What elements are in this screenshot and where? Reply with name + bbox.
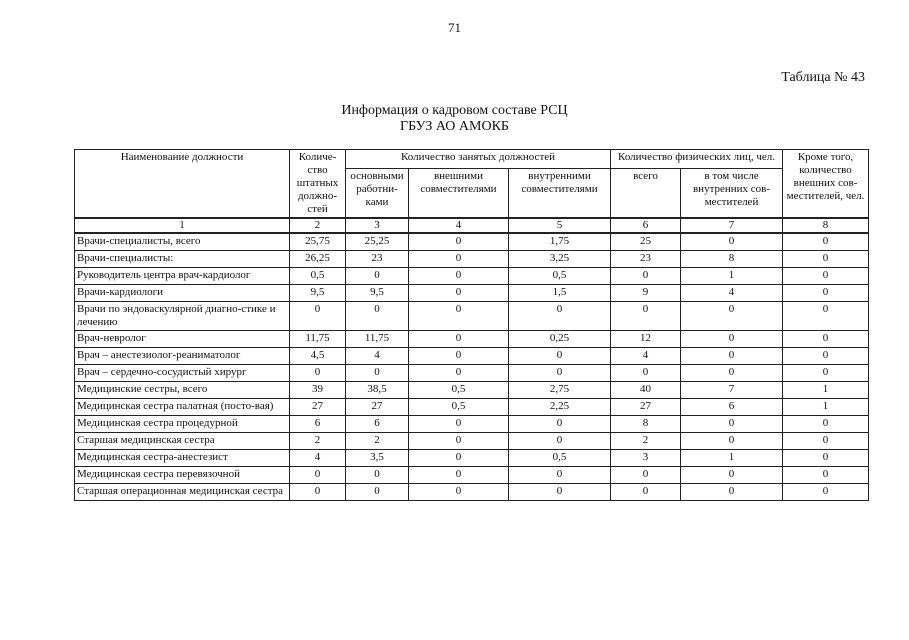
position-name-cell: Врачи по эндоваскулярной диагно-стике и лечению [75,302,290,331]
value-cell: 0 [409,433,509,450]
table-row [75,467,869,484]
value-cell: 11,75 [346,331,409,348]
value-cell: 12 [611,331,681,348]
table-row [75,268,869,285]
value-cell: 6 [346,416,409,433]
value-cell: 7 [681,382,783,399]
table-row [75,302,869,331]
table-row [75,450,869,467]
value-cell: 0,5 [409,399,509,416]
table-row [75,285,869,302]
value-cell: 1,75 [509,233,611,251]
value-cell: 25,25 [346,233,409,251]
value-cell: 0 [509,467,611,484]
value-cell: 38,5 [346,382,409,399]
table-header [75,150,869,234]
value-cell: 0 [611,467,681,484]
value-cell: 0 [509,348,611,365]
value-cell: 0 [611,484,681,501]
value-cell: 0 [783,302,869,331]
value-cell: 11,75 [290,331,346,348]
value-cell: 0 [681,416,783,433]
value-cell: 0 [346,467,409,484]
value-cell: 0,5 [509,450,611,467]
column-number: 4 [409,218,509,233]
value-cell: 3,25 [509,251,611,268]
value-cell: 0 [409,331,509,348]
value-cell: 0 [783,331,869,348]
value-cell: 0 [409,233,509,251]
header-physical-group: Количество физических лиц, чел. [611,150,783,169]
value-cell: 0 [783,450,869,467]
value-cell: 0 [509,484,611,501]
value-cell: 23 [346,251,409,268]
value-cell: 26,25 [290,251,346,268]
header-incl-internal: в том числе внутренних сов-местителей [681,168,783,218]
value-cell: 0,5 [290,268,346,285]
value-cell: 0 [509,416,611,433]
value-cell: 2 [290,433,346,450]
value-cell: 0 [346,268,409,285]
value-cell: 0 [681,365,783,382]
value-cell: 27 [346,399,409,416]
value-cell: 0 [409,302,509,331]
value-cell: 0 [681,484,783,501]
value-cell: 0 [783,467,869,484]
value-cell: 0 [346,484,409,501]
value-cell: 0 [509,365,611,382]
value-cell: 2,75 [509,382,611,399]
header-occupied-group: Количество занятых должностей [346,150,611,169]
value-cell: 0 [611,302,681,331]
table-row [75,433,869,450]
value-cell: 27 [290,399,346,416]
value-cell: 0 [611,268,681,285]
page-number: 71 [448,20,461,35]
value-cell: 0 [409,365,509,382]
value-cell: 0 [681,331,783,348]
value-cell: 2 [611,433,681,450]
value-cell: 0 [783,348,869,365]
value-cell: 3,5 [346,450,409,467]
value-cell: 0 [346,365,409,382]
value-cell: 0 [409,467,509,484]
value-cell: 0 [783,365,869,382]
value-cell: 9,5 [346,285,409,302]
value-cell: 0 [783,285,869,302]
value-cell: 0 [409,348,509,365]
column-number: 5 [509,218,611,233]
value-cell: 0 [611,365,681,382]
value-cell: 0 [290,484,346,501]
value-cell: 0 [509,433,611,450]
position-name-cell: Медицинская сестра палатная (посто-вая) [75,399,290,416]
column-number: 2 [290,218,346,233]
table-row [75,365,869,382]
value-cell: 0 [681,467,783,484]
position-name-cell: Врачи-специалисты, всего [75,233,290,251]
position-name-cell: Врач – анестезиолог-реаниматолог [75,348,290,365]
position-name-cell: Старшая операционная медицинская сестра [75,484,290,501]
value-cell: 3 [611,450,681,467]
table-row [75,382,869,399]
value-cell: 0 [290,302,346,331]
table-row [75,331,869,348]
value-cell: 0 [783,233,869,251]
value-cell: 2 [346,433,409,450]
position-name-cell: Врач – сердечно-сосудистый хирург [75,365,290,382]
value-cell: 1 [783,399,869,416]
value-cell: 1 [783,382,869,399]
position-name-cell: Врачи-кардиологи [75,285,290,302]
table-body [75,233,869,501]
table-row [75,399,869,416]
value-cell: 4 [290,450,346,467]
value-cell: 0 [783,484,869,501]
header-besides-external: Кроме того, количество внешних сов-местителей, чел. [783,150,869,219]
value-cell: 0 [681,348,783,365]
value-cell: 9,5 [290,285,346,302]
value-cell: 0 [346,302,409,331]
table-row [75,416,869,433]
header-main-workers: основными работни-ками [346,168,409,218]
table-row [75,348,869,365]
table-row [75,251,869,268]
value-cell: 9 [611,285,681,302]
position-name-cell: Старшая медицинская сестра [75,433,290,450]
position-name-cell: Медицинские сестры, всего [75,382,290,399]
value-cell: 2,25 [509,399,611,416]
value-cell: 40 [611,382,681,399]
value-cell: 0 [783,416,869,433]
header-internal: внутренними совместителями [509,168,611,218]
value-cell: 8 [611,416,681,433]
header-position: Наименование должности [75,150,290,219]
value-cell: 0 [509,302,611,331]
document-title [0,103,909,135]
column-number: 3 [346,218,409,233]
value-cell: 0 [409,484,509,501]
value-cell: 0 [783,433,869,450]
value-cell: 1 [681,450,783,467]
table-row [75,484,869,501]
position-name-cell: Врач-невролог [75,331,290,348]
value-cell: 1 [681,268,783,285]
value-cell: 39 [290,382,346,399]
value-cell: 0 [290,467,346,484]
position-name-cell: Врачи-специалисты: [75,251,290,268]
column-number: 1 [75,218,290,233]
position-name-cell: Руководитель центра врач-кардиолог [75,268,290,285]
value-cell: 0 [409,251,509,268]
position-name-cell: Медицинская сестра перевязочной [75,467,290,484]
value-cell: 0 [681,433,783,450]
position-name-cell: Медицинская сестра-анестезист [75,450,290,467]
value-cell: 0,5 [409,382,509,399]
position-name-cell: Медицинская сестра процедурной [75,416,290,433]
column-number-row [75,218,869,233]
value-cell: 6 [290,416,346,433]
value-cell: 25 [611,233,681,251]
title-line-1: Информация о кадровом составе РСЦ [341,103,568,118]
value-cell: 0 [783,268,869,285]
value-cell: 0 [409,268,509,285]
column-number: 6 [611,218,681,233]
value-cell: 0 [409,450,509,467]
value-cell: 23 [611,251,681,268]
value-cell: 8 [681,251,783,268]
header-external: внешними совместителями [409,168,509,218]
value-cell: 1,5 [509,285,611,302]
title-line-2: ГБУЗ АО АМОКБ [400,119,509,134]
value-cell: 0 [783,251,869,268]
value-cell: 4,5 [290,348,346,365]
header-total: всего [611,168,681,218]
value-cell: 4 [346,348,409,365]
value-cell: 25,75 [290,233,346,251]
value-cell: 0 [409,285,509,302]
staff-table [74,149,869,501]
value-cell: 0,5 [509,268,611,285]
header-staff-count: Количе-ство штатных должно-стей [290,150,346,219]
value-cell: 0 [290,365,346,382]
value-cell: 4 [611,348,681,365]
value-cell: 0 [681,233,783,251]
table-caption: Таблица № 43 [781,70,865,85]
value-cell: 0 [681,302,783,331]
value-cell: 4 [681,285,783,302]
table-row [75,233,869,251]
value-cell: 0,25 [509,331,611,348]
value-cell: 0 [409,416,509,433]
value-cell: 6 [681,399,783,416]
column-number: 7 [681,218,783,233]
value-cell: 27 [611,399,681,416]
column-number: 8 [783,218,869,233]
